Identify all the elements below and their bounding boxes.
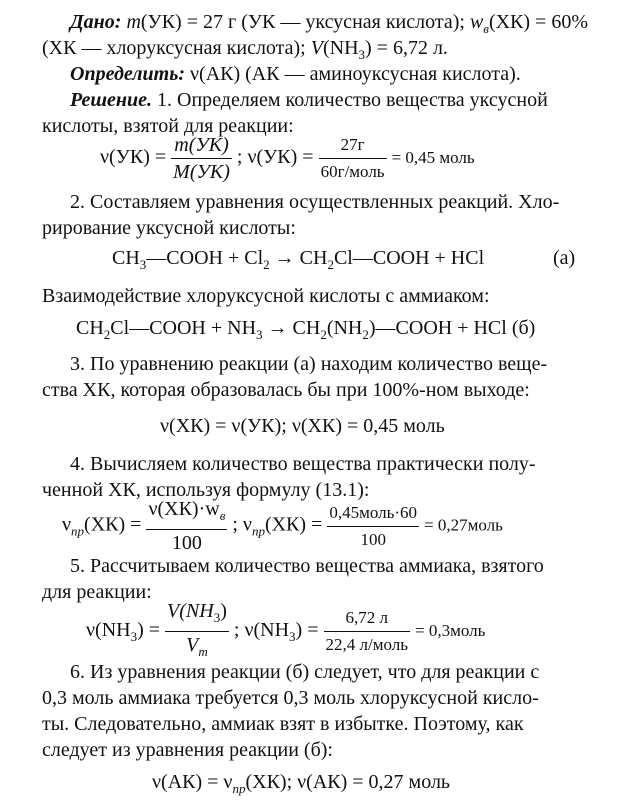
solution-label: Решение. [70, 89, 153, 111]
step5-line-2: для реакции: [42, 581, 152, 603]
step2-line-1: 2. Составляем уравнения осуществленных реакций. Хло- [70, 191, 560, 213]
step2-line-2: рирование уксусной кислоты: [42, 217, 296, 239]
step3-line-1: 3. По уравнению реакции (а) находим количество веще- [70, 353, 548, 375]
equation-5: $\nu(NH_3)$ = $\frac{V(NH_3)}{V_m}$ ; $\nu(NH_3)$ = $\frac{6,72 л}{\text{22,4 л/моль}}$ = 0,3моль [86, 600, 485, 663]
equation-3: ν(ХК) = ν(УК); ν(ХК) = 0,45 моль [160, 415, 445, 437]
step3-line-2: ства ХК, которая образовалась бы при 100%-ном выходе: [42, 379, 530, 401]
given-line-1: Дано: m(УК) = 27 г (УК — уксусная кислота); $w_в(ХК) = 60\%$ [70, 11, 588, 36]
fraction-m-over-M: $\frac{m(УК)}{M(УК)}$ [173, 134, 230, 183]
reaction-a-label: (a) [553, 247, 576, 269]
step6-line-2: 0,3 моль аммиака требуется 0,3 моль хлоруксусной кисло- [42, 687, 539, 709]
fraction-672-over-224: $\frac{6,72 л}{\text{22,4 л/моль}}$ [325, 608, 408, 654]
solution-line-2: кислоты, взятой для реакции: [42, 115, 294, 137]
solution-line-1: Решение. 1. Определяем количество вещества уксусной [70, 89, 548, 111]
given-label: Дано: [70, 11, 122, 33]
fraction-V-over-Vm: $\frac{V(NH_3)}{V_m}$ [167, 600, 227, 659]
step5-line-1: 5. Рассчитываем количество вещества аммиака, взятого [70, 555, 544, 577]
step6-line-3: ты. Следовательно, аммиак взят в избытке. Поэтому, как [42, 713, 524, 735]
interaction-line: Взаимодействие хлоруксусной кислоты с аммиаком: [42, 285, 490, 307]
step4-line-1: 4. Вычисляем количество вещества практически полу- [70, 453, 536, 475]
find-label: Определить: [70, 63, 185, 85]
step6-line-1: 6. Из уравнения реакции (б) следует, что для реакции с [70, 661, 540, 683]
equation-1: ν(УК) = $\frac{m(УК)}{M(УК)}$ ; ν(УК) = $\frac{27г}{\text{60г/моль}}$ = 0,45 моль [100, 134, 475, 183]
equation-4: $\nu_{пр}(ХК)$ = $\frac{\nu(ХК)\cdot w_в}{100}$ ; $\nu_{пр}(ХК)$ = $\frac{\text{0,45моль·60}}{100}$ = 0,27моль [62, 498, 503, 554]
find-line: Определить: ν(АК) (АК — аминоуксусная кислота). [70, 63, 521, 85]
reaction-a: $CH_3—COOH + Cl_2$ → $CH_2Cl—COOH$ + HCl [112, 247, 485, 272]
equation-6: $\nu(АК) = \nu_{пр}(ХК)$; ν(АК) = 0,27 моль [152, 771, 451, 796]
given-line-2: (ХК — хлоруксусная кислота); $V(NH_3) = 6,72$ л. [42, 37, 448, 62]
fraction-045-over-100: $\frac{\text{0,45моль·60}}{100}$ [329, 502, 418, 549]
step6-line-4: следует из уравнения реакции (б): [42, 739, 333, 761]
fraction-27-over-60: $\frac{27г}{\text{60г/моль}}$ [320, 135, 385, 181]
reaction-b: $CH_2Cl—COOH + NH_3$ → $CH_2(NH_2)—COOH$ + HCl (б) [76, 317, 536, 342]
step4-line-2: ченной ХК, используя формулу (13.1): [42, 479, 370, 501]
fraction-nu-w-over-100: $\frac{\nu(ХК)\cdot w_в}{100}$ [148, 498, 226, 554]
